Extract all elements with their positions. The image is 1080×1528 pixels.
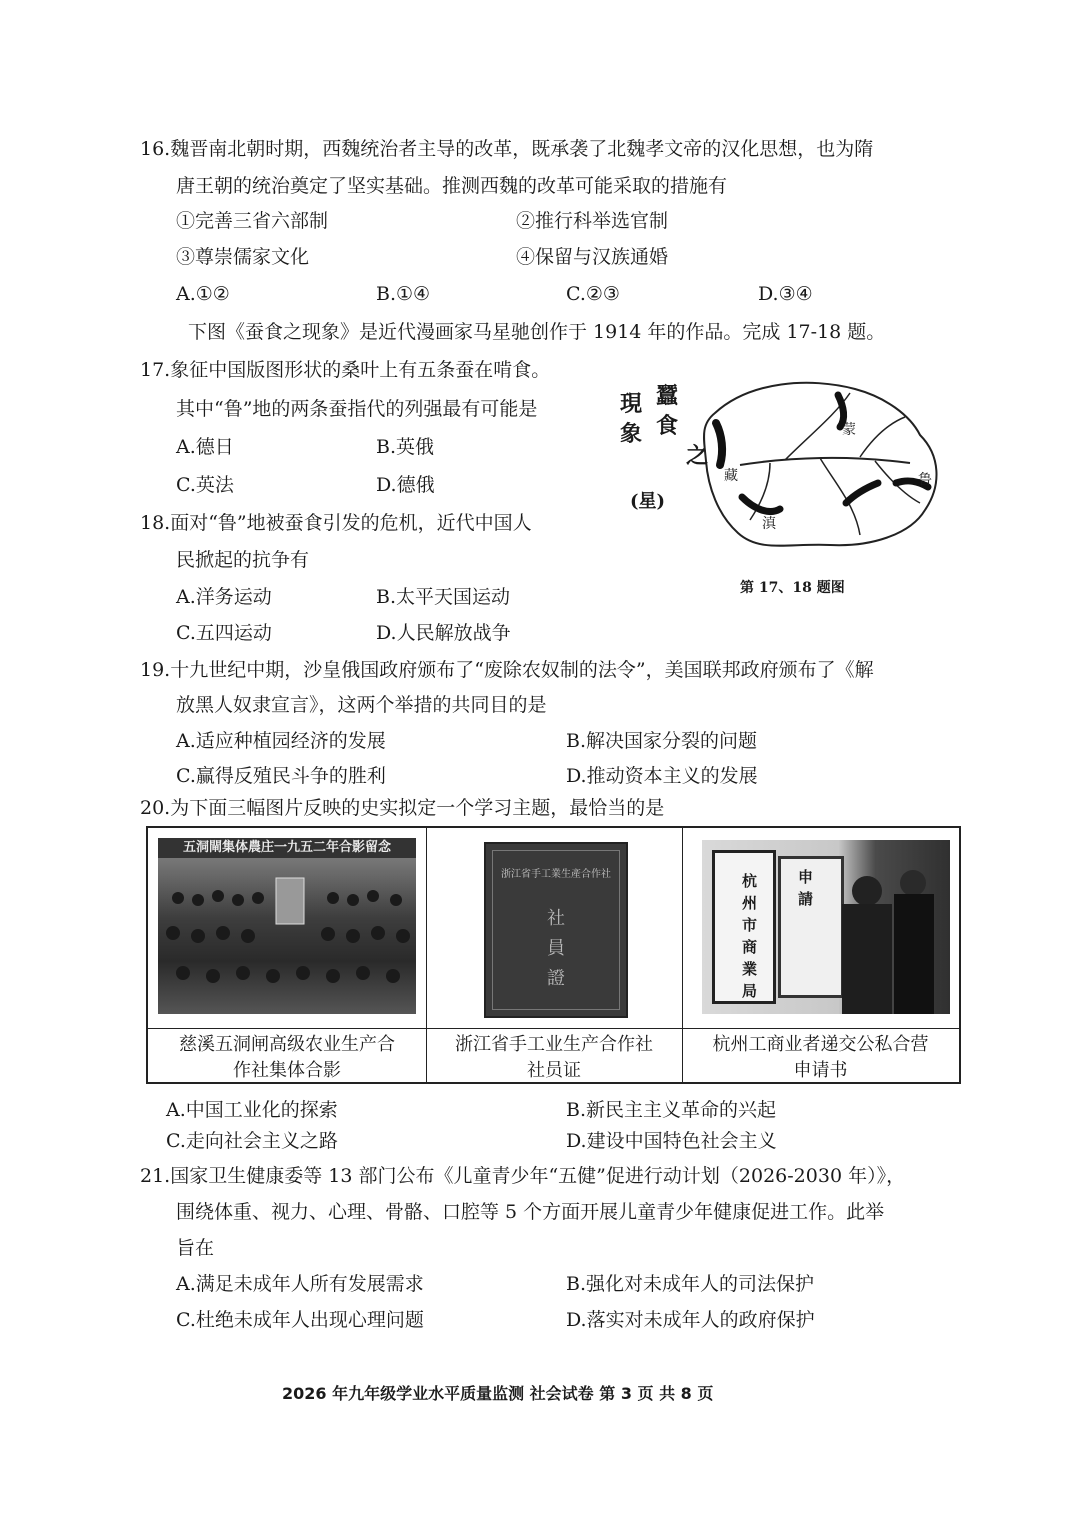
q18-stem-line2: 民掀起的抗争有 [176,549,310,571]
q19-option-b[interactable]: B.解决国家分裂的问题 [566,730,758,752]
photo2-caption: 浙江省手工业生产合作社 社员证 [455,1034,653,1081]
q18-option-c[interactable]: C.五四运动 [176,622,272,644]
q17-stem-line1: 17.象征中国版图形状的桑叶上有五条蚕在啃食。 [140,359,551,381]
cartoon-title-zhi: 之 [686,443,709,469]
q19-stem-line2: 放黑人奴隶宣言》，这两个举措的共同目的是 [176,694,547,716]
q20-option-a[interactable]: A.中国工业化的探索 [166,1099,338,1121]
q18-option-a[interactable]: A.洋务运动 [176,586,272,608]
photo3-sign2: 申請 [798,868,814,908]
map-label: 蒙 [842,422,856,438]
q18-option-b[interactable]: B.太平天国运动 [376,586,511,608]
q19-option-a[interactable]: A.适应种植园经济的发展 [176,730,386,752]
page-footer: 2026 年九年级学业水平质量监测 社会试卷 第 3 页 共 8 页 [282,1384,714,1403]
photo2-title: 社員證 [547,908,565,989]
q16-stem-line2: 唐王朝的统治奠定了坚实基础。推测西魏的改革可能采取的措施有 [176,175,728,197]
q17-option-d[interactable]: D.德俄 [376,474,435,496]
cartoon-signature: (星) [630,491,666,512]
q19-option-c[interactable]: C.赢得反殖民斗争的胜利 [176,765,386,787]
q16-item: ④保留与汉族通婚 [516,246,669,268]
photo2-cover-text: 浙江省手工業生產合作社 [501,869,611,880]
q20-option-c[interactable]: C.走向社会主义之路 [166,1130,338,1152]
q16-option-b[interactable]: B.①④ [376,283,431,305]
map-label: 藏 [724,468,738,484]
q17-option-c[interactable]: C.英法 [176,474,234,496]
application-photo [702,840,950,1014]
q17-option-b[interactable]: B.英俄 [376,436,435,458]
photo3-sign1: 杭州市商業局 [742,872,758,1000]
cartoon-title-left: 現象 [620,391,643,447]
q21-stem-line2: 围绕体重、视力、心理、骨骼、口腔等 5 个方面开展儿童青少年健康促进工作。此举 [176,1201,885,1223]
q16-stem-line1: 16.魏晋南北朝时期，西魏统治者主导的改革，既承袭了北魏孝文帝的汉化思想，也为隋 [140,138,874,160]
q21-stem-line3: 旨在 [176,1237,215,1259]
q21-option-a[interactable]: A.满足未成年人所有发展需求 [176,1273,424,1295]
photo3-caption: 杭州工商业者递交公私合营 申请书 [712,1034,929,1081]
cartoon-caption: 第 17、18 题图 [740,580,845,596]
q20-photo-table [146,826,961,1084]
q20-option-b[interactable]: B.新民主主义革命的兴起 [566,1099,777,1121]
map-label: 滇 [762,516,776,532]
q16-option-d[interactable]: D.③④ [758,283,813,305]
photo1-banner: 五洞閘集体農庄一九五二年合影留念 [158,838,416,858]
q19-option-d[interactable]: D.推动资本主义的发展 [566,765,758,787]
intro-17-18: 下图《蚕食之现象》是近代漫画家马星驰创作于 1914 年的作品。完成 17-18 题。 [188,321,886,343]
q18-option-d[interactable]: D.人民解放战争 [376,622,511,644]
collective-photo [158,838,416,1014]
q16-option-a[interactable]: A.①② [176,283,230,305]
q21-option-c[interactable]: C.杜绝未成年人出现心理问题 [176,1309,424,1331]
q16-item: ②推行科举选官制 [516,210,669,232]
cartoon-title-right: 蠶食 [656,383,679,439]
cartoon-figure [620,375,960,555]
q19-stem-line1: 19.十九世纪中期，沙皇俄国政府颁布了“废除农奴制的法令”，美国联邦政府颁布了《解 [140,659,874,681]
map-label: 鲁 [918,472,932,488]
q18-stem-line1: 18.面对“鲁”地被蚕食引发的危机，近代中国人 [140,512,532,534]
q21-stem-line1: 21.国家卫生健康委等 13 部门公布《儿童青少年“五健”促进行动计划（2026-2030 年）》， [140,1165,906,1187]
silkworm-icon [846,483,878,503]
q17-option-a[interactable]: A.德日 [176,436,234,458]
q20-stem: 20.为下面三幅图片反映的史实拟定一个学习主题，最恰当的是 [140,797,665,819]
q17-stem-line2: 其中“鲁”地的两条蚕指代的列强最有可能是 [176,398,538,420]
photo1-caption: 慈溪五洞闸高级农业生产合 作社集体合影 [179,1034,395,1081]
q20-option-d[interactable]: D.建设中国特色社会主义 [566,1130,777,1152]
silkworm-icon [716,423,722,465]
q21-option-d[interactable]: D.落实对未成年人的政府保护 [566,1309,815,1331]
member-certificate-photo [484,842,628,1018]
q21-option-b[interactable]: B.强化对未成年人的司法保护 [566,1273,815,1295]
q16-item: ①完善三省六部制 [176,210,329,232]
q16-option-c[interactable]: C.②③ [566,283,620,305]
q16-item: ③尊崇儒家文化 [176,246,310,268]
